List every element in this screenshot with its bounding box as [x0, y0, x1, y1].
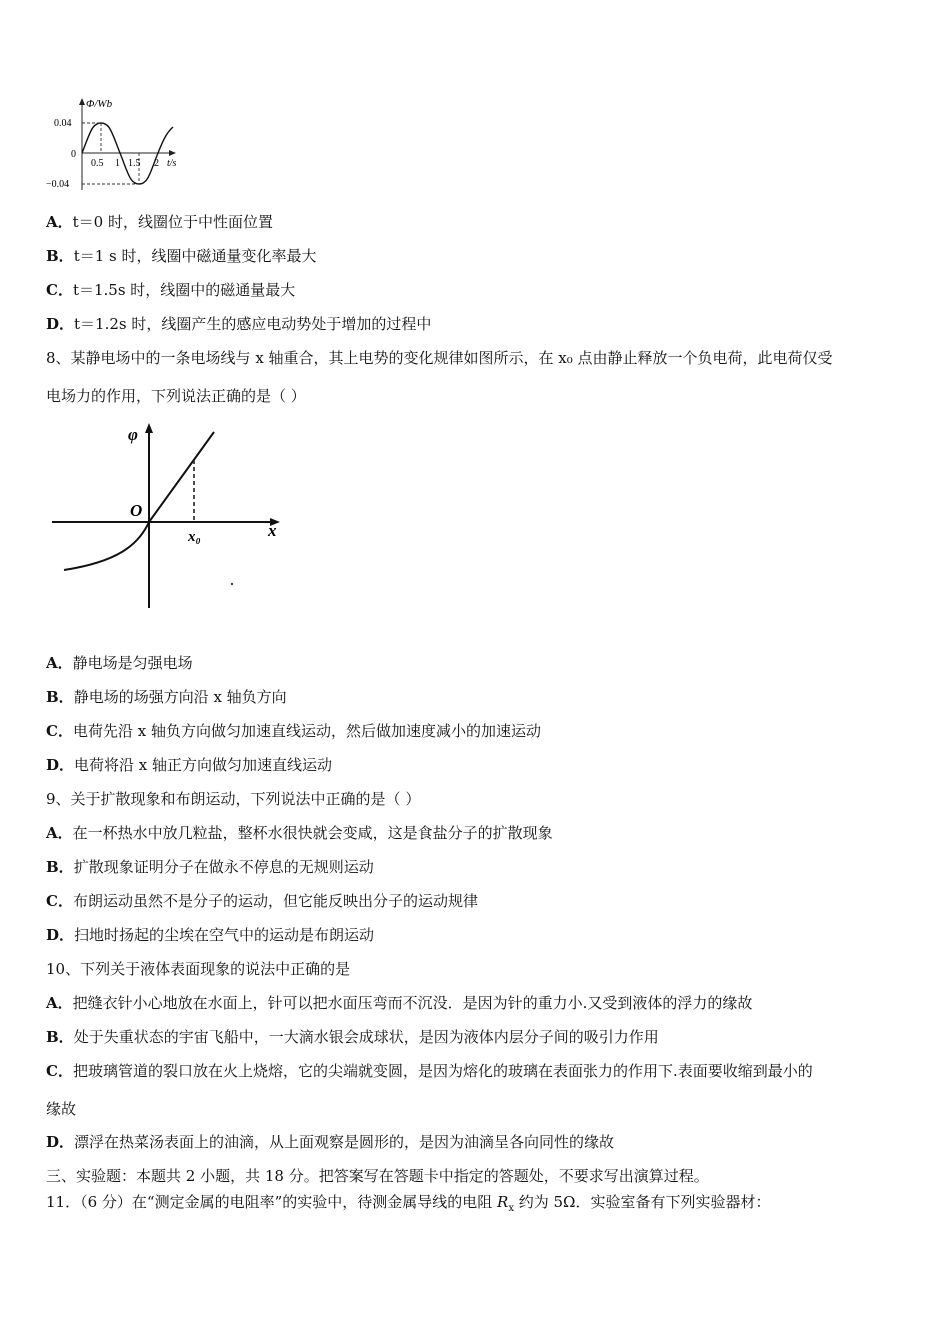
option-letter: B． — [46, 1028, 74, 1046]
graph1-x-tick-1.5: 1.5 — [128, 158, 141, 169]
option-letter: A． — [46, 994, 73, 1012]
graph1-y-tick-neg: −0.04 — [46, 179, 70, 190]
q10-option-c-continuation: 缘故 — [46, 1100, 77, 1118]
q10-option-c — [46, 1061, 813, 1081]
q10-option-a — [46, 993, 752, 1013]
q9-option-d — [46, 925, 374, 945]
q11-suffix: 约为 5Ω．实验室备有下列实验器材： — [513, 1193, 771, 1211]
option-letter: C． — [46, 722, 73, 740]
option-letter: D． — [46, 926, 75, 944]
section-3-heading: 三、实验题：本题共 2 小题，共 18 分。把答案写在答题卡中指定的答题处，不要求写出演算过程。 — [46, 1167, 709, 1185]
option-text: 电荷先沿 x 轴负方向做匀加速直线运动，然后做加速度减小的加速运动 — [72, 722, 541, 740]
option-letter: D． — [46, 1133, 75, 1151]
q8-option-d — [46, 755, 332, 775]
q7-option-d — [46, 314, 431, 334]
q8-stem-line1: 8、某静电场中的一条电场线与 x 轴重合，其上电势的变化规律如图所示，在 x₀ 点由静止释放一个负电荷，此电荷仅受 — [46, 349, 833, 367]
option-text: 静电场的场强方向沿 x 轴负方向 — [73, 688, 287, 706]
q10-option-b — [46, 1027, 659, 1047]
option-letter: D． — [46, 756, 75, 774]
option-letter: A． — [46, 824, 73, 842]
option-text: t＝1.2s 时，线圈产生的感应电动势处于增加的过程中 — [74, 315, 432, 333]
option-letter: A． — [46, 213, 73, 231]
option-text: 静电场是匀强电场 — [72, 654, 193, 672]
potential-graph — [46, 418, 296, 618]
graph1-y-tick-pos: 0.04 — [54, 118, 72, 129]
option-text: 扩散现象证明分子在做永不停息的无规则运动 — [73, 858, 374, 876]
graph1-x-tick-1: 1 — [115, 158, 120, 169]
q9-stem: 9、关于扩散现象和布朗运动，下列说法中正确的是（ ） — [46, 790, 421, 808]
q9-option-a — [46, 823, 553, 843]
graph2-x-label: x — [268, 521, 277, 540]
q10-option-d — [46, 1132, 614, 1152]
q8-option-b — [46, 687, 287, 707]
q11-prefix: 11．（6 分）在“测定金属的电阻率”的实验中，待测金属导线的电阻 — [46, 1193, 498, 1211]
option-text: 把玻璃管道的裂口放在火上烧熔，它的尖端就变圆，是因为熔化的玻璃在表面张力的作用下.表面要收缩到最小的 — [72, 1062, 813, 1080]
graph1-x-label: t/s — [167, 158, 177, 169]
option-letter: C． — [46, 1062, 73, 1080]
resistance-subscript: x — [508, 1203, 514, 1214]
flux-time-graph — [40, 95, 200, 195]
graph1-x-tick-2: 2 — [154, 158, 159, 169]
q9-option-b — [46, 857, 374, 877]
option-text: 电荷将沿 x 轴正方向做匀加速直线运动 — [74, 756, 333, 774]
option-text: 处于失重状态的宇宙飞船中，一大滴水银会成球状，是因为液体内层分子间的吸引力作用 — [73, 1028, 659, 1046]
option-text: t＝1 s 时，线圈中磁通量变化率最大 — [73, 247, 317, 265]
q8-option-c — [46, 721, 541, 741]
resistance-symbol: R — [497, 1193, 509, 1211]
graph2-x0-label: x₀ — [188, 529, 201, 545]
option-text: 把缝衣针小心地放在水面上，针可以把水面压弯而不沉没．是因为针的重力小.又受到液体的浮力的缘故 — [72, 994, 753, 1012]
graph1-x-tick-0.5: 0.5 — [91, 158, 104, 169]
option-letter: B． — [46, 858, 74, 876]
graph2-origin: O — [130, 501, 143, 520]
graph1-y-tick-zero: 0 — [71, 149, 76, 160]
q9-option-c — [46, 891, 478, 911]
option-text: 在一杯热水中放几粒盐，整杯水很快就会变咸，这是食盐分子的扩散现象 — [72, 824, 553, 842]
option-letter: D． — [46, 315, 75, 333]
option-letter: A． — [46, 654, 73, 672]
q8-option-a — [46, 653, 193, 673]
option-letter: B． — [46, 247, 74, 265]
option-text: 扫地时扬起的尘埃在空气中的运动是布朗运动 — [74, 926, 375, 944]
graph2-y-label: φ — [128, 425, 138, 444]
q11-stem — [46, 1192, 770, 1219]
q8-stem-line2: 电场力的作用，下列说法正确的是（ ） — [46, 387, 306, 405]
graph1-y-label: Φ/Wb — [86, 98, 113, 110]
option-letter: B． — [46, 688, 74, 706]
option-text: t＝1.5s 时，线圈中的磁通量最大 — [72, 281, 296, 299]
q7-option-a — [46, 212, 273, 232]
q7-option-b — [46, 246, 317, 266]
option-letter: C． — [46, 281, 73, 299]
q10-stem: 10、下列关于液体表面现象的说法中正确的是 — [46, 960, 351, 978]
option-text: t＝0 时，线圈位于中性面位置 — [72, 213, 273, 231]
option-text: 漂浮在热菜汤表面上的油滴，从上面观察是圆形的，是因为油滴呈各向同性的缘故 — [74, 1133, 615, 1151]
option-text: 布朗运动虽然不是分子的运动，但它能反映出分子的运动规律 — [72, 892, 478, 910]
q7-option-c — [46, 280, 295, 300]
option-letter: C． — [46, 892, 73, 910]
